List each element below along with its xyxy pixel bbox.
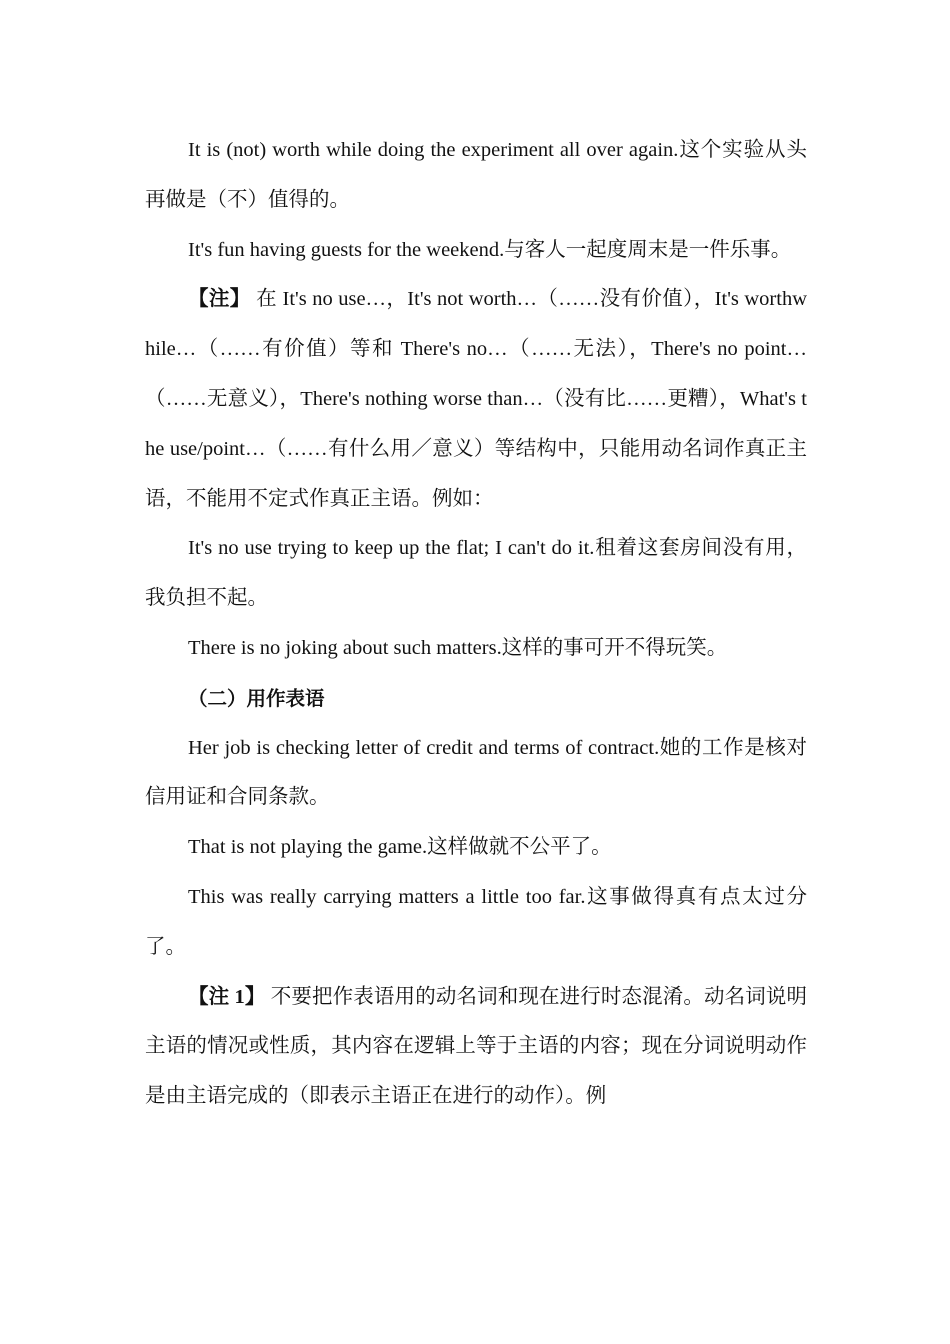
- note-label: 【注】: [188, 288, 251, 311]
- note-1-label: 【注 1】: [188, 985, 266, 1008]
- paragraph-example-game: That is not playing the game.这样做就不公平了。: [188, 836, 612, 859]
- section-heading-predicative: （二）用作表语: [188, 686, 325, 710]
- paragraph-example-job: Her job is checking letter of credit and terms of contract.她的工作是核对信用证和合同条款。: [145, 736, 807, 809]
- paragraph-example-fun: It's fun having guests for the weekend.与客人一起度周末是一件乐事。: [188, 238, 792, 261]
- note-1-text: 不要把作表语用的动名词和现在进行时态混淆。动名词说明主语的情况或性质，其内容在逻辑上等于主语的内容；现在分词说明动作是由主语完成的（即表示主语正在进行的动作）。例: [145, 985, 808, 1108]
- note-1-paragraph: [145, 973, 807, 1122]
- paragraph-example-no-use: It's no use trying to keep up the flat; I can't do it.租着这套房间没有用，我负担不起。: [145, 537, 807, 610]
- paragraph-example-worth-while: It is (not) worth while doing the experiment all over again.这个实验从头再做是（不）值得的。: [145, 139, 807, 211]
- document-page: [145, 126, 807, 1122]
- note-paragraph: [145, 275, 807, 524]
- note-text: 在 It's no use…，It's not worth…（……没有价值），It's worthwhile…（……有价值）等和 There's no…（……无法），There's no point…（……无意义），There's nothing worse than…（没有比……更糟），What's the use/point…（……有什么用／意义）等结构中，只能用动名词作真正主语，不能用不定式作真正主语。例如：: [145, 288, 808, 510]
- paragraph-example-too-far: This was really carrying matters a little too far.这事做得真有点太过分了。: [145, 885, 807, 958]
- paragraph-example-no-joking: There is no joking about such matters.这样的事可开不得玩笑。: [188, 636, 728, 659]
